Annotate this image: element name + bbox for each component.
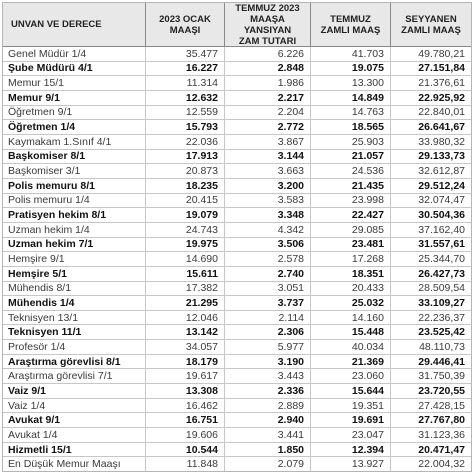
row-july-salary: 20.433: [311, 282, 391, 296]
row-title: Araştırma görevlisi 8/1: [3, 355, 146, 369]
row-january-salary: 15.611: [146, 267, 225, 281]
row-title: Teknisyen 11/1: [3, 325, 146, 339]
row-title: Pratisyen hekim 8/1: [3, 208, 146, 222]
row-title: Avukat 1/4: [3, 428, 146, 442]
row-january-salary: 11.314: [146, 76, 225, 90]
row-july-salary: 23.998: [311, 194, 391, 208]
row-raise-amount: 3.190: [225, 355, 311, 369]
row-january-salary: 11.848: [146, 457, 225, 471]
row-title: Avukat 9/1: [3, 413, 146, 427]
row-january-salary: 16.751: [146, 413, 225, 427]
row-july-salary: 13.300: [311, 76, 391, 90]
row-flat-raise-salary: 22.925,92: [418, 91, 465, 104]
row-january-salary: 17.913: [146, 150, 225, 164]
header-flat-raise-salary: SEYYANEN ZAMLI MAAŞ: [401, 13, 461, 36]
salary-table: [2, 2, 472, 472]
row-raise-amount: 3.348: [225, 208, 311, 222]
row-title: Vaiz 1/4: [3, 399, 146, 413]
row-july-salary: 23.047: [311, 428, 391, 442]
table-row: [3, 91, 471, 106]
row-flat-raise-salary: 29.446,41: [418, 355, 465, 368]
row-title: Kaymakam 1.Sınıf 4/1: [3, 135, 146, 149]
row-january-salary: 20.873: [146, 164, 225, 178]
table-row: [3, 106, 471, 121]
row-raise-amount: 3.583: [225, 194, 311, 208]
row-january-salary: 19.975: [146, 238, 225, 252]
row-title: Uzman hekim 7/1: [3, 238, 146, 252]
row-flat-raise-salary: 26.641,67: [418, 121, 465, 134]
row-title: Profesör 1/4: [3, 340, 146, 354]
row-january-salary: 21.295: [146, 296, 225, 310]
row-july-salary: 14.763: [311, 106, 391, 120]
row-raise-amount: 6.226: [225, 47, 311, 61]
row-flat-raise-salary: 26.427,73: [418, 267, 465, 280]
row-title: Mühendis 8/1: [3, 282, 146, 296]
table-row: [3, 194, 471, 209]
table-row: [3, 179, 471, 194]
row-flat-raise-salary: 49.780,21: [418, 47, 465, 60]
row-title: Genel Müdür 1/4: [3, 47, 146, 61]
row-raise-amount: 2.889: [225, 399, 311, 413]
row-july-salary: 18.565: [311, 120, 391, 134]
row-july-salary: 19.075: [311, 62, 391, 76]
row-july-salary: 14.849: [311, 91, 391, 105]
row-january-salary: 19.079: [146, 208, 225, 222]
row-july-salary: 19.351: [311, 399, 391, 413]
row-july-salary: 22.427: [311, 208, 391, 222]
row-january-salary: 12.632: [146, 91, 225, 105]
row-title: En Düşük Memur Maaşı: [3, 457, 146, 471]
row-raise-amount: 3.051: [225, 282, 311, 296]
row-july-salary: 18.351: [311, 267, 391, 281]
table-row: [3, 282, 471, 297]
row-title: Hemşire 5/1: [3, 267, 146, 281]
row-title: Hizmetli 15/1: [3, 443, 146, 457]
row-raise-amount: 1.986: [225, 76, 311, 90]
row-flat-raise-salary: 31.123,36: [418, 428, 465, 441]
table-row: [3, 428, 471, 443]
row-july-salary: 17.268: [311, 252, 391, 266]
table-row: [3, 355, 471, 370]
row-flat-raise-salary: 31.750,39: [418, 370, 465, 383]
table-row: [3, 120, 471, 135]
table-header: [3, 3, 471, 47]
row-raise-amount: 3.200: [225, 179, 311, 193]
row-raise-amount: 2.578: [225, 252, 311, 266]
row-january-salary: 18.235: [146, 179, 225, 193]
row-raise-amount: 3.663: [225, 164, 311, 178]
row-flat-raise-salary: 22.004,32: [418, 458, 465, 471]
table-row: [3, 238, 471, 253]
row-title: Şube Müdürü 4/1: [3, 62, 146, 76]
row-title: Vaiz 9/1: [3, 384, 146, 398]
row-july-salary: 19.691: [311, 413, 391, 427]
row-july-salary: 13.927: [311, 457, 391, 471]
row-flat-raise-salary: 27.428,15: [418, 399, 465, 412]
table-row: [3, 311, 471, 326]
row-january-salary: 20.415: [146, 194, 225, 208]
row-july-salary: 41.703: [311, 47, 391, 61]
row-raise-amount: 3.737: [225, 296, 311, 310]
row-flat-raise-salary: 22.840,01: [418, 106, 465, 119]
row-title: Öğretmen 1/4: [3, 120, 146, 134]
row-flat-raise-salary: 25.344,70: [418, 253, 465, 266]
row-july-salary: 29.085: [311, 223, 391, 237]
row-raise-amount: 2.306: [225, 325, 311, 339]
table-row: [3, 208, 471, 223]
row-january-salary: 12.046: [146, 311, 225, 325]
row-raise-amount: 4.342: [225, 223, 311, 237]
header-july-salary: TEMMUZ ZAMLI MAAŞ: [311, 3, 391, 46]
table-row: [3, 252, 471, 267]
row-july-salary: 15.448: [311, 325, 391, 339]
row-january-salary: 34.057: [146, 340, 225, 354]
row-raise-amount: 3.867: [225, 135, 311, 149]
row-july-salary: 24.536: [311, 164, 391, 178]
table-row: [3, 47, 471, 62]
table-row: [3, 340, 471, 355]
row-raise-amount: 2.336: [225, 384, 311, 398]
row-raise-amount: 2.114: [225, 311, 311, 325]
table-row: [3, 457, 471, 471]
row-flat-raise-salary: 32.074,47: [418, 194, 465, 207]
row-july-salary: 14.160: [311, 311, 391, 325]
row-july-salary: 23.060: [311, 369, 391, 383]
row-raise-amount: 5.977: [225, 340, 311, 354]
header-january-salary: 2023 OCAK MAAŞI: [146, 3, 225, 46]
row-flat-raise-salary: 21.376,61: [418, 77, 465, 90]
row-january-salary: 16.227: [146, 62, 225, 76]
row-title: Uzman hekim 1/4: [3, 223, 146, 237]
row-raise-amount: 3.506: [225, 238, 311, 252]
row-raise-amount: 2.740: [225, 267, 311, 281]
row-july-salary: 21.435: [311, 179, 391, 193]
row-july-salary: 21.057: [311, 150, 391, 164]
row-january-salary: 22.036: [146, 135, 225, 149]
row-raise-amount: 1.850: [225, 443, 311, 457]
row-raise-amount: 2.940: [225, 413, 311, 427]
table-row: [3, 399, 471, 414]
row-flat-raise-salary: 20.471,47: [418, 443, 465, 456]
row-january-salary: 13.308: [146, 384, 225, 398]
row-title: Hemşire 9/1: [3, 252, 146, 266]
table-row: [3, 443, 471, 458]
table-body: [3, 47, 471, 471]
table-row: [3, 223, 471, 238]
row-flat-raise-salary: 23.525,42: [418, 326, 465, 339]
table-row: [3, 267, 471, 282]
row-flat-raise-salary: 33.980,32: [418, 135, 465, 148]
row-flat-raise-salary: 37.162,40: [418, 223, 465, 236]
table-row: [3, 296, 471, 311]
row-raise-amount: 2.079: [225, 457, 311, 471]
row-raise-amount: 2.204: [225, 106, 311, 120]
row-title: Teknisyen 13/1: [3, 311, 146, 325]
table-row: [3, 413, 471, 428]
row-january-salary: 19.617: [146, 369, 225, 383]
row-flat-raise-salary: 23.720,55: [418, 384, 465, 397]
row-january-salary: 24.743: [146, 223, 225, 237]
row-flat-raise-salary: 29.512,24: [418, 179, 465, 192]
row-january-salary: 17.382: [146, 282, 225, 296]
row-july-salary: 21.369: [311, 355, 391, 369]
row-flat-raise-salary: 31.557,61: [418, 238, 465, 251]
row-january-salary: 19.606: [146, 428, 225, 442]
row-january-salary: 16.462: [146, 399, 225, 413]
row-flat-raise-salary: 32.612,87: [418, 165, 465, 178]
row-july-salary: 15.644: [311, 384, 391, 398]
row-title: Memur 15/1: [3, 76, 146, 90]
row-title: Polis memuru 8/1: [3, 179, 146, 193]
row-flat-raise-salary: 29.133,73: [418, 150, 465, 163]
row-raise-amount: 2.772: [225, 120, 311, 134]
row-july-salary: 25.032: [311, 296, 391, 310]
table-row: [3, 135, 471, 150]
row-flat-raise-salary: 30.504,36: [418, 209, 465, 222]
row-july-salary: 23.481: [311, 238, 391, 252]
row-july-salary: 40.034: [311, 340, 391, 354]
table-row: [3, 325, 471, 340]
header-raise-amount: TEMMUZ 2023 MAAŞA YANSIYAN ZAM TUTARI: [225, 3, 311, 46]
row-january-salary: 15.793: [146, 120, 225, 134]
row-flat-raise-salary: 27.767,80: [418, 414, 465, 427]
row-january-salary: 10.544: [146, 443, 225, 457]
row-january-salary: 35.477: [146, 47, 225, 61]
row-title: Polis memuru 1/4: [3, 194, 146, 208]
row-title: Başkomiser 3/1: [3, 164, 146, 178]
table-row: [3, 76, 471, 91]
row-raise-amount: 2.848: [225, 62, 311, 76]
row-flat-raise-salary: 22.236,37: [418, 311, 465, 324]
row-title: Memur 9/1: [3, 91, 146, 105]
table-row: [3, 62, 471, 77]
row-title: Mühendis 1/4: [3, 296, 146, 310]
row-raise-amount: 3.144: [225, 150, 311, 164]
row-title: Araştırma görevlisi 7/1: [3, 369, 146, 383]
row-flat-raise-salary: 48.110,73: [419, 340, 465, 353]
table-row: [3, 150, 471, 165]
row-title: Başkomiser 8/1: [3, 150, 146, 164]
row-raise-amount: 3.441: [225, 428, 311, 442]
row-raise-amount: 2.217: [225, 91, 311, 105]
row-title: Öğretmen 9/1: [3, 106, 146, 120]
table-row: [3, 164, 471, 179]
row-july-salary: 12.394: [311, 443, 391, 457]
header-title: UNVAN VE DERECE: [3, 3, 146, 46]
row-flat-raise-salary: 33.109,27: [418, 296, 465, 309]
row-january-salary: 18.179: [146, 355, 225, 369]
row-flat-raise-salary: 27.151,84: [418, 62, 465, 75]
row-flat-raise-salary: 28.509,54: [418, 282, 465, 295]
table-row: [3, 369, 471, 384]
row-january-salary: 14.690: [146, 252, 225, 266]
row-january-salary: 13.142: [146, 325, 225, 339]
row-january-salary: 12.559: [146, 106, 225, 120]
row-raise-amount: 3.443: [225, 369, 311, 383]
row-july-salary: 25.903: [311, 135, 391, 149]
table-row: [3, 384, 471, 399]
